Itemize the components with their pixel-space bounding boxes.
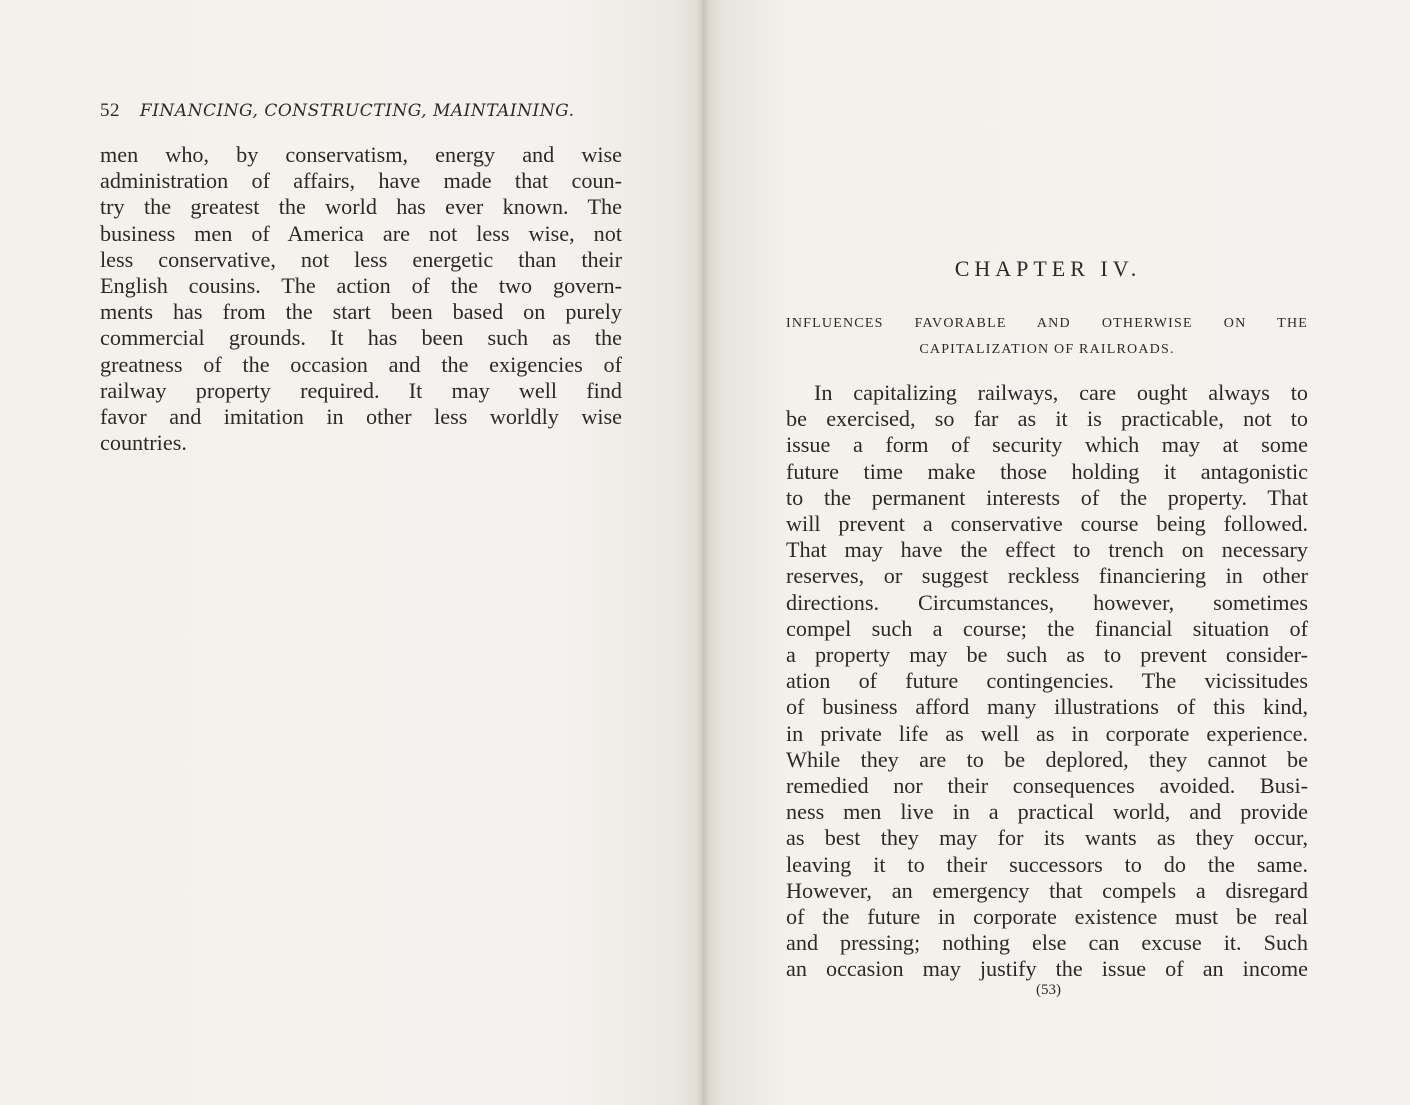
text-line: as best they may for its wants as they occur, [786,825,1308,851]
text-line: English cousins. The action of the two govern- [100,273,622,299]
subtitle-line: INFLUENCES FAVORABLE AND OTHERWISE ON THE [786,316,1308,331]
text-line: favor and imitation in other less worldly wise [100,404,622,430]
text-line: In capitalizing railways, care ought always to [814,380,1308,405]
text-line: business men of America are not less wise, not [100,220,622,246]
text-line: of the future in corporate existence must be real [786,904,1308,930]
left-body-text [100,142,622,456]
text-line: remedied nor their consequences avoided. Busi- [786,773,1308,799]
text-line: will prevent a conservative course being followed. [786,511,1308,537]
text-line: to the permanent interests of the property. That [786,484,1308,510]
page-folio: (53) [1036,982,1061,998]
text-line: However, an emergency that compels a disregard [786,877,1308,903]
text-line: of business afford many illustrations of this kind, [786,694,1308,720]
text-line: reserves, or suggest reckless financiering in other [786,563,1308,589]
right-body-text [786,380,1308,983]
text-line: in private life as well as in corporate experience. [786,720,1308,746]
text-line: railway property required. It may well find [100,377,622,403]
text-line: greatness of the occasion and the exigencies of [100,351,622,377]
text-line: While they are to be deplored, they cannot be [786,746,1308,772]
text-line: administration of affairs, have made that coun- [100,168,622,194]
page-number: 52 [100,100,120,121]
text-line: leaving it to their successors to do the same. [786,851,1308,877]
book-gutter [697,0,709,1105]
text-line: ness men live in a practical world, and provide [786,799,1308,825]
chapter-subtitle [786,311,1308,363]
text-line: less conservative, not less energetic than their [100,246,622,272]
text-line: men who, by conservatism, energy and wise [100,142,622,167]
running-head [100,100,620,122]
text-line: ation of future contingencies. The vicissitudes [786,668,1308,694]
text-line: a property may be such as to prevent consider- [786,642,1308,668]
left-page [0,0,703,1105]
running-head-title: FINANCING, CONSTRUCTING, MAINTAINING. [139,101,575,121]
subtitle-line: CAPITALIZATION OF RAILROADS. [919,342,1175,357]
text-line: That may have the effect to trench on necessary [786,537,1308,563]
text-line: directions. Circumstances, however, sometimes [786,589,1308,615]
text-line: ments has from the start been based on purely [100,299,622,325]
text-line: issue a form of security which may at some [786,432,1308,458]
text-line: try the greatest the world has ever known. The [100,194,622,220]
text-line: and pressing; nothing else can excuse it. Such [786,930,1308,956]
text-line: countries. [100,430,187,456]
chapter-title: CHAPTER IV. [954,256,1142,281]
text-line: compel such a course; the financial situation of [786,615,1308,641]
text-line: an occasion may justify the issue of an income [786,956,1308,982]
text-line: commercial grounds. It has been such as the [100,325,622,351]
text-line: be exercised, so far as it is practicable, not to [786,406,1308,432]
text-line: future time make those holding it antagonistic [786,458,1308,484]
